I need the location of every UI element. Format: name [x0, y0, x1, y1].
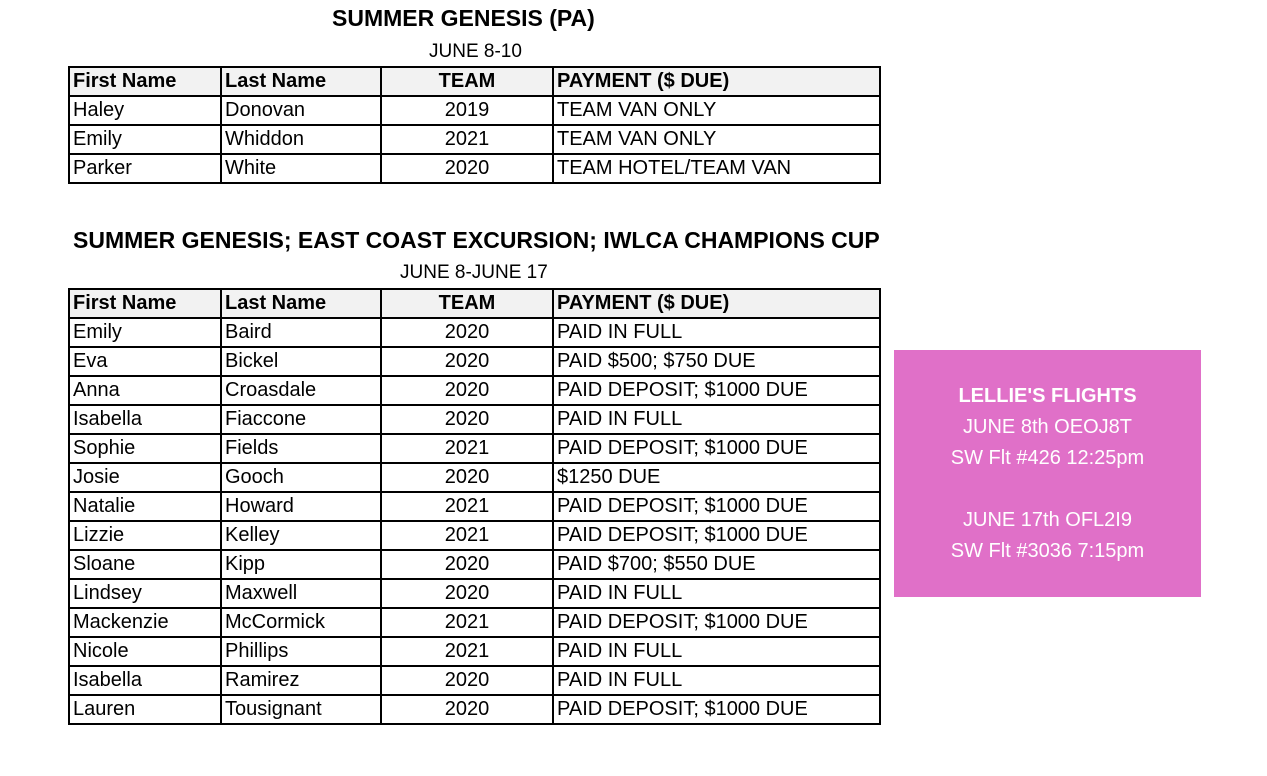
- table-row: [69, 492, 880, 521]
- first-name-cell: Haley: [69, 96, 221, 125]
- last-name-cell: Croasdale: [221, 376, 381, 405]
- payment-cell: PAID DEPOSIT; $1000 DUE: [553, 434, 880, 463]
- payment-cell: PAID IN FULL: [553, 318, 880, 347]
- team-cell: 2020: [381, 550, 553, 579]
- header-last-name: Last Name: [221, 289, 381, 318]
- payment-cell: PAID $700; $550 DUE: [553, 550, 880, 579]
- payment-cell: TEAM VAN ONLY: [553, 96, 880, 125]
- header-last-name: Last Name: [221, 67, 381, 96]
- payment-cell: PAID IN FULL: [553, 579, 880, 608]
- first-name-cell: Isabella: [69, 405, 221, 434]
- first-name-cell: Parker: [69, 154, 221, 183]
- table-row: [69, 376, 880, 405]
- flights-return-flight: SW Flt #3036 7:15pm: [950, 540, 1145, 562]
- section1-table: [68, 66, 881, 184]
- last-name-cell: Whiddon: [221, 125, 381, 154]
- table-row: [69, 463, 880, 492]
- team-cell: 2020: [381, 154, 553, 183]
- header-first-name: First Name: [69, 289, 221, 318]
- table-header-row: [69, 67, 880, 96]
- last-name-cell: White: [221, 154, 381, 183]
- last-name-cell: Gooch: [221, 463, 381, 492]
- table-row: [69, 579, 880, 608]
- team-cell: 2021: [381, 521, 553, 550]
- last-name-cell: Ramirez: [221, 666, 381, 695]
- flights-return-date: JUNE 17th OFL2I9: [963, 509, 1132, 531]
- table-row: [69, 154, 880, 183]
- payment-cell: PAID IN FULL: [553, 666, 880, 695]
- first-name-cell: Nicole: [69, 637, 221, 666]
- first-name-cell: Lindsey: [69, 579, 221, 608]
- table-row: [69, 637, 880, 666]
- payment-cell: PAID IN FULL: [553, 405, 880, 434]
- table-row: [69, 695, 880, 724]
- header-team: TEAM: [381, 67, 553, 96]
- payment-cell: PAID DEPOSIT; $1000 DUE: [553, 521, 880, 550]
- team-cell: 2020: [381, 579, 553, 608]
- flights-title: LELLIE'S FLIGHTS: [958, 385, 1137, 407]
- first-name-cell: Sophie: [69, 434, 221, 463]
- table-row: [69, 666, 880, 695]
- table-row: [69, 521, 880, 550]
- first-name-cell: Emily: [69, 318, 221, 347]
- payment-cell: PAID DEPOSIT; $1000 DUE: [553, 608, 880, 637]
- team-cell: 2021: [381, 492, 553, 521]
- first-name-cell: Anna: [69, 376, 221, 405]
- table-row: [69, 550, 880, 579]
- team-cell: 2020: [381, 347, 553, 376]
- section2-dates: JUNE 8-JUNE 17: [400, 262, 548, 283]
- first-name-cell: Eva: [69, 347, 221, 376]
- flights-box: [894, 350, 1201, 597]
- table-header-row: [69, 289, 880, 318]
- table-row: [69, 434, 880, 463]
- last-name-cell: Baird: [221, 318, 381, 347]
- flights-outbound-flight: SW Flt #426 12:25pm: [950, 447, 1145, 469]
- section2-table: [68, 288, 881, 725]
- last-name-cell: Phillips: [221, 637, 381, 666]
- table-row: [69, 125, 880, 154]
- last-name-cell: Fields: [221, 434, 381, 463]
- first-name-cell: Lizzie: [69, 521, 221, 550]
- payment-cell: PAID DEPOSIT; $1000 DUE: [553, 376, 880, 405]
- table-row: [69, 608, 880, 637]
- table-row: [69, 405, 880, 434]
- team-cell: 2019: [381, 96, 553, 125]
- table-row: [69, 347, 880, 376]
- first-name-cell: Sloane: [69, 550, 221, 579]
- payment-cell: PAID $500; $750 DUE: [553, 347, 880, 376]
- team-cell: 2020: [381, 376, 553, 405]
- section1-dates: JUNE 8-10: [429, 41, 522, 62]
- payment-cell: PAID DEPOSIT; $1000 DUE: [553, 695, 880, 724]
- section1-title: SUMMER GENESIS (PA): [332, 5, 595, 31]
- payment-cell: TEAM HOTEL/TEAM VAN: [553, 154, 880, 183]
- payment-cell: PAID IN FULL: [553, 637, 880, 666]
- team-cell: 2021: [381, 125, 553, 154]
- last-name-cell: Donovan: [221, 96, 381, 125]
- table-row: [69, 96, 880, 125]
- payment-cell: $1250 DUE: [553, 463, 880, 492]
- payment-cell: TEAM VAN ONLY: [553, 125, 880, 154]
- team-cell: 2021: [381, 608, 553, 637]
- first-name-cell: Natalie: [69, 492, 221, 521]
- last-name-cell: Tousignant: [221, 695, 381, 724]
- first-name-cell: Mackenzie: [69, 608, 221, 637]
- flights-outbound-date: JUNE 8th OEOJ8T: [963, 416, 1132, 438]
- header-payment: PAYMENT ($ DUE): [553, 289, 880, 318]
- section2-title: SUMMER GENESIS; EAST COAST EXCURSION; IWLCA CHAMPIONS CUP: [73, 227, 880, 253]
- header-team: TEAM: [381, 289, 553, 318]
- last-name-cell: Howard: [221, 492, 381, 521]
- section2-table-body: [69, 318, 880, 724]
- first-name-cell: Emily: [69, 125, 221, 154]
- team-cell: 2021: [381, 637, 553, 666]
- team-cell: 2020: [381, 318, 553, 347]
- last-name-cell: McCormick: [221, 608, 381, 637]
- last-name-cell: Kelley: [221, 521, 381, 550]
- last-name-cell: Fiaccone: [221, 405, 381, 434]
- section1-table-body: [69, 96, 880, 183]
- first-name-cell: Josie: [69, 463, 221, 492]
- last-name-cell: Bickel: [221, 347, 381, 376]
- first-name-cell: Lauren: [69, 695, 221, 724]
- team-cell: 2021: [381, 434, 553, 463]
- payment-cell: PAID DEPOSIT; $1000 DUE: [553, 492, 880, 521]
- last-name-cell: Kipp: [221, 550, 381, 579]
- team-cell: 2020: [381, 405, 553, 434]
- last-name-cell: Maxwell: [221, 579, 381, 608]
- team-cell: 2020: [381, 463, 553, 492]
- header-first-name: First Name: [69, 67, 221, 96]
- first-name-cell: Isabella: [69, 666, 221, 695]
- team-cell: 2020: [381, 666, 553, 695]
- table-row: [69, 318, 880, 347]
- team-cell: 2020: [381, 695, 553, 724]
- header-payment: PAYMENT ($ DUE): [553, 67, 880, 96]
